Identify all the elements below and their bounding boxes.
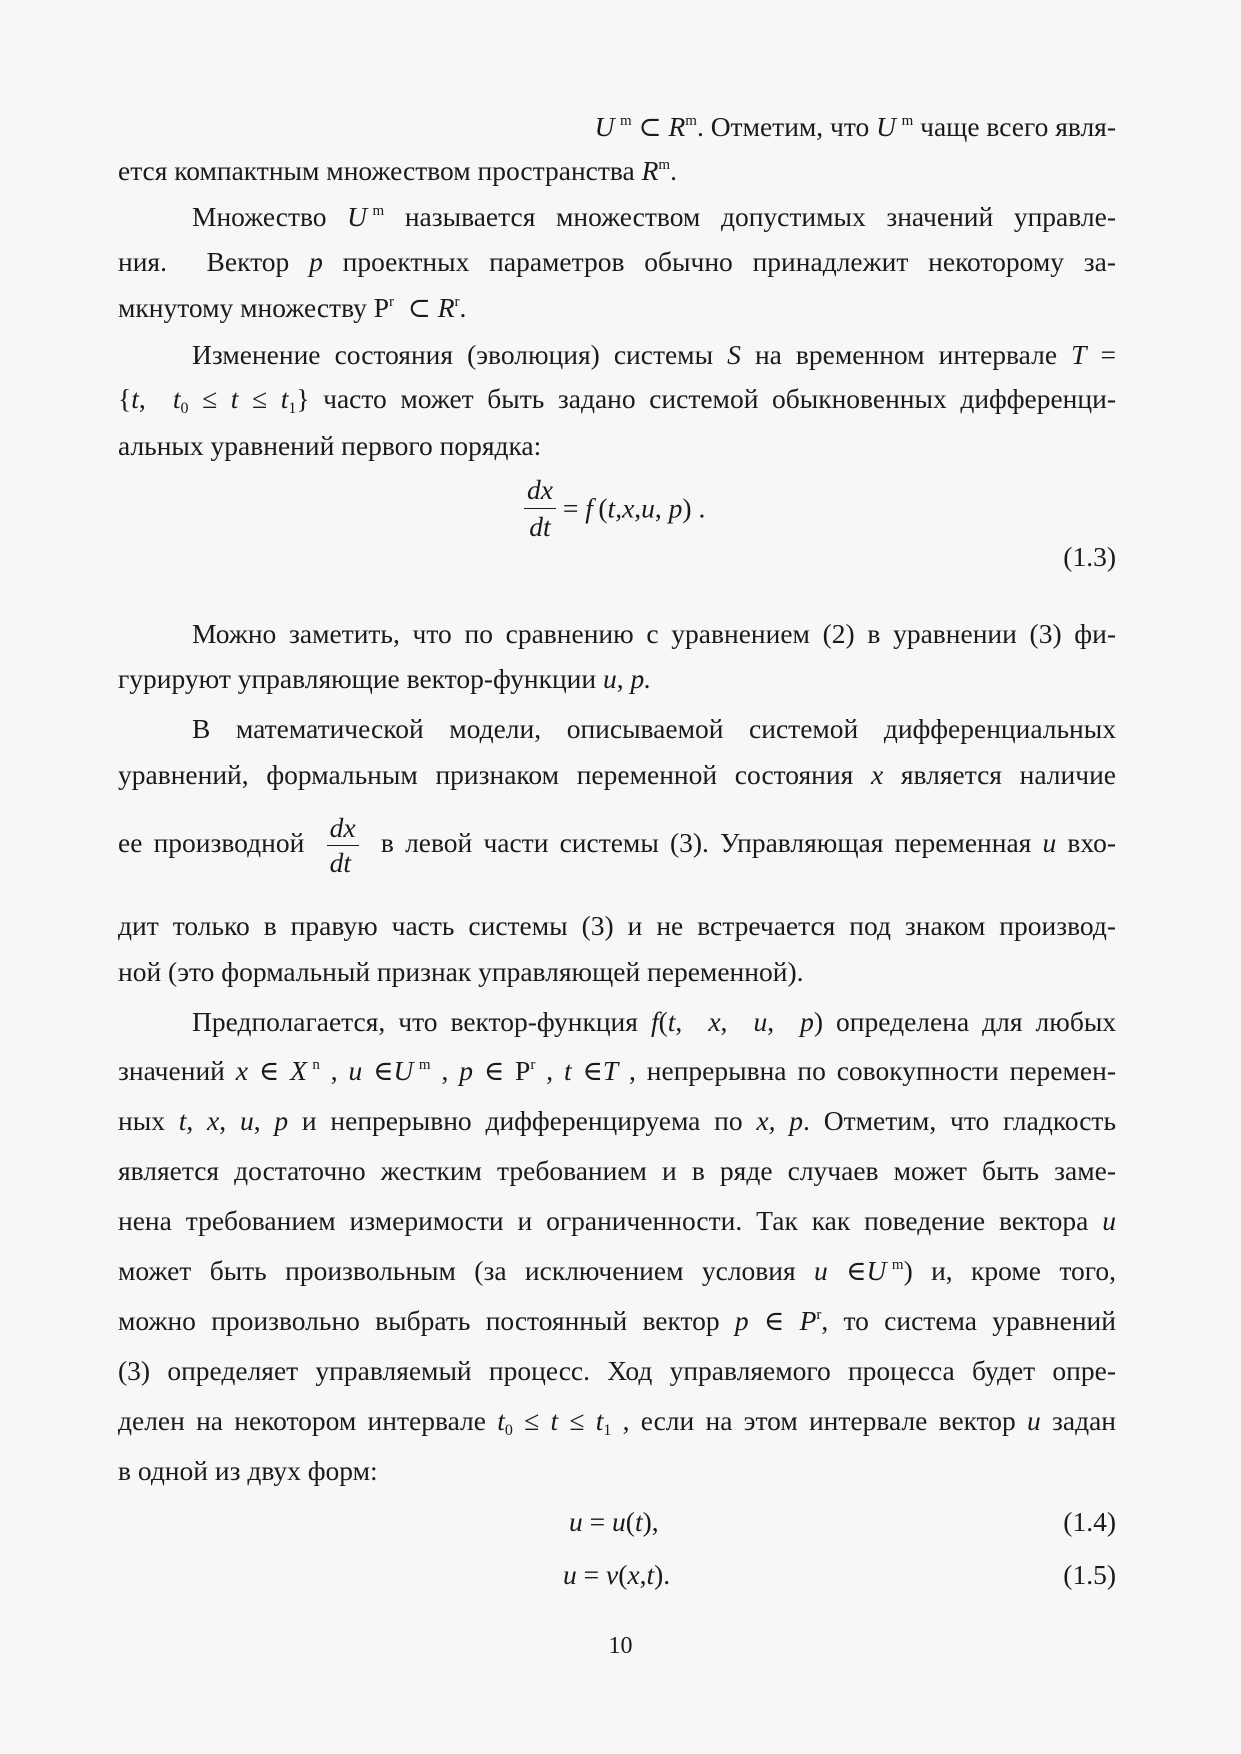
text-line-19: является достаточно жестким требованием и в ряде случаев может быть заме- bbox=[118, 1155, 1116, 1186]
text-line-7: {t, $t_0 \le t \le t_1$} часто может быть задано системой обыкновенных дифференци- bbox=[118, 383, 1116, 417]
text-line-17: значений x ∈ X $^n$ , u ∈U $^m$ , p ∈ $P^r$ , t ∈T , непрерывна по совокупности перемен- bbox=[118, 1055, 1116, 1086]
text-line-23: (3) определяет управляемый процесс. Ход управляемого процесса будет опре- bbox=[118, 1355, 1116, 1386]
text-line-15: ной (это формальный признак управляющей переменной). bbox=[118, 956, 804, 987]
fraction-denominator: dt bbox=[529, 511, 551, 542]
text-line-4: ния. Вектор p проектных параметров обычно принадлежит некоторому за- bbox=[118, 246, 1116, 277]
text-line-16: Предполагается, что вектор-функция f(t, x, u, p) определена для любых bbox=[192, 1006, 1117, 1037]
equation-label-1-3: (1.3) bbox=[1063, 541, 1116, 572]
equation-1-3: $\frac{dx}{dt}$ = f (t,x,u, p) . bbox=[524, 472, 705, 545]
text-line-25: в одной из двух форм: bbox=[118, 1455, 378, 1486]
text-line-5: мкнутому множеству $P^r$ ⊂ $R^r$. bbox=[118, 292, 467, 323]
inline-derivative-fraction: $\frac{dx}{dt}$ bbox=[327, 811, 359, 880]
equation-1-4: u = u(t), bbox=[569, 1506, 659, 1537]
text-line-1: U $^m$ ⊂ $R^m$. Отметим, что U $^m$ чаще всего явля- bbox=[594, 111, 1116, 142]
text-line-20: нена требованием измеримости и ограниченности. Так как поведение вектора u bbox=[118, 1205, 1116, 1236]
equation-label-1-5: (1.5) bbox=[1063, 1559, 1116, 1590]
text-line-3: Множество U $^m$ называется множеством допустимых значений управле- bbox=[192, 201, 1116, 232]
text-line-21: может быть произвольным (за исключением условия u ∈U $^m$) и, кроме того, bbox=[118, 1255, 1116, 1286]
text-line-10: гурируют управляющие вектор-функции u, p. bbox=[118, 663, 652, 694]
text-line-24: делен на некотором интервале $t_0 \le t \le t_1$ , если на этом интервале вектор u задан bbox=[118, 1405, 1117, 1439]
equation-1-5: u = v(x,t). bbox=[563, 1559, 671, 1590]
text-line-14: дит только в правую часть системы (3) и не встречается под знаком производ- bbox=[118, 910, 1116, 941]
fraction-numerator: dx bbox=[524, 472, 556, 509]
equation-label-1-4: (1.4) bbox=[1063, 1506, 1116, 1537]
text-line-8: альных уравнений первого порядка: bbox=[118, 430, 542, 461]
page-number: 10 bbox=[608, 1633, 633, 1659]
text-line-9: Можно заметить, что по сравнению с уравнением (2) в уравнении (3) фи- bbox=[192, 618, 1116, 649]
text-line-13: ее производной $\frac{dx}{dt}$ в левой части системы (3). Управляющая переменная u вхо- bbox=[118, 812, 1116, 878]
text-line-2: ется компактным множеством пространства $R^m$. bbox=[118, 155, 677, 186]
text-line-12: уравнений, формальным признаком переменной состояния x является наличие bbox=[118, 759, 1116, 790]
text-line-11: В математической модели, описываемой системой дифференциальных bbox=[192, 713, 1116, 744]
text-line-6: Изменение состояния (эволюция) системы S на временном интервале T = bbox=[192, 339, 1116, 370]
derivative-fraction bbox=[524, 472, 556, 545]
text-line-22: можно произвольно выбрать постоянный вектор p ∈ $P^r$, то система уравнений bbox=[118, 1305, 1116, 1336]
text-line-18: ных t, x, u, p и непрерывно дифференцируема по x, p. Отметим, что гладкость bbox=[118, 1105, 1116, 1136]
